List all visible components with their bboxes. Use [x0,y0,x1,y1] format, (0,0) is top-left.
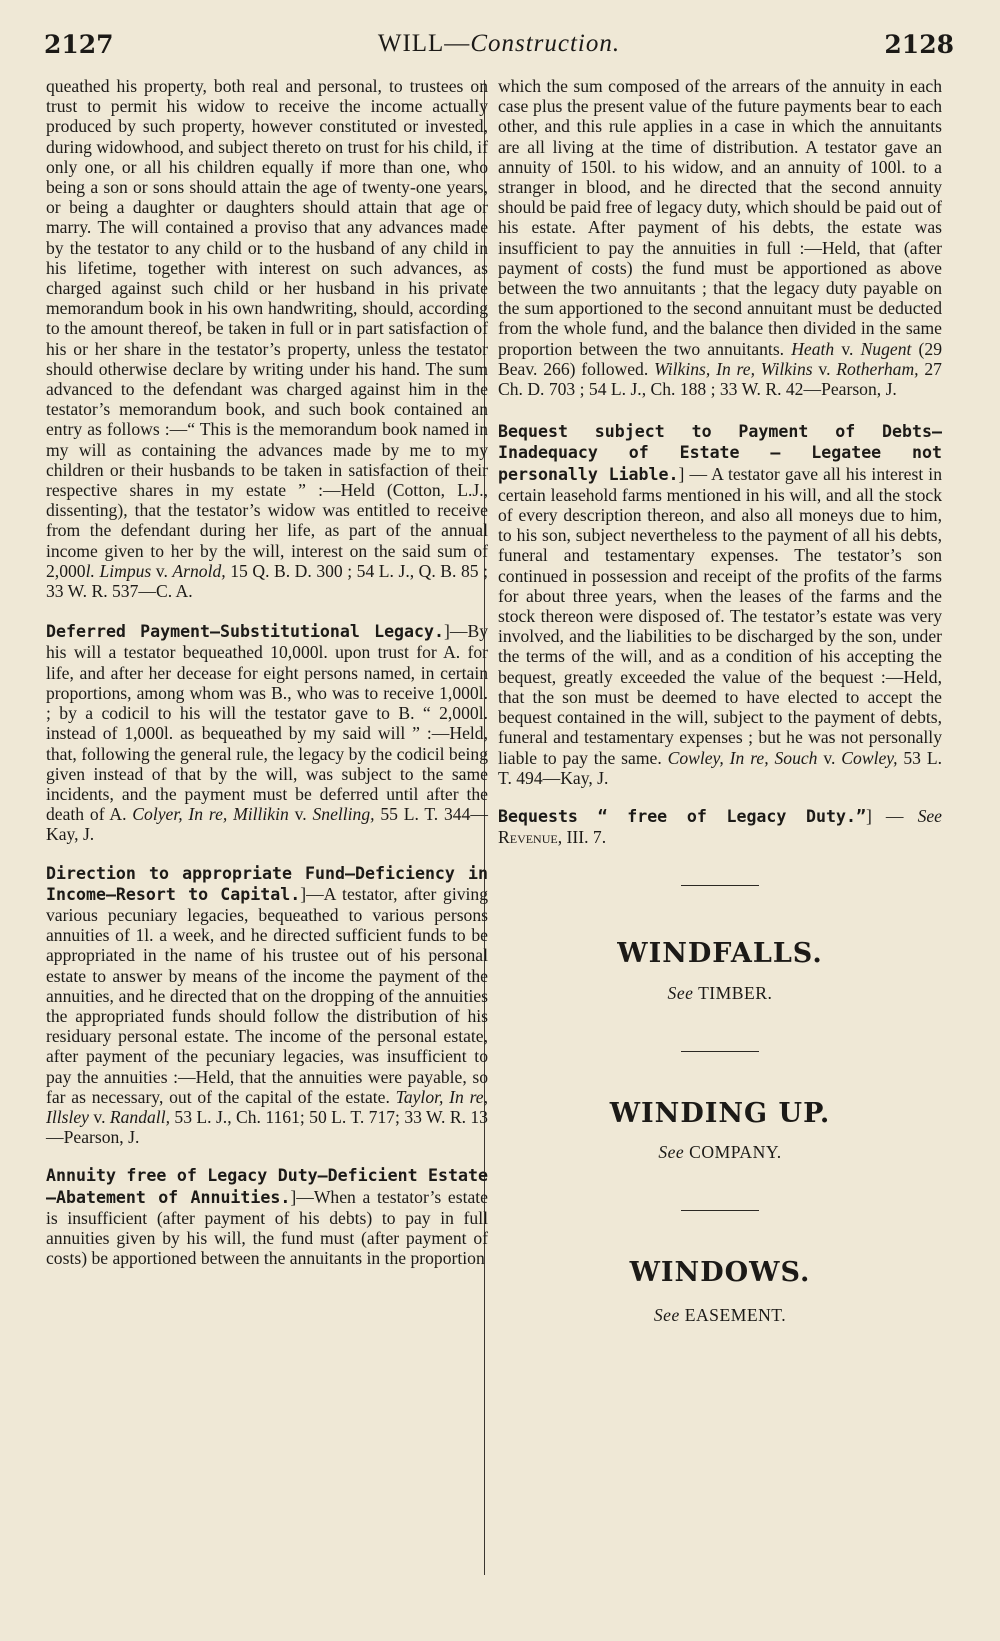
section-rule [681,1210,759,1211]
case-name: Rotherham, [836,358,919,379]
paragraph-heading: Bequest subject to Payment of Debts—Inadequacy of Estate — Legatee not personally Liable. [498,422,942,484]
paragraph-text: ] — A testator gave all his interest in certain leasehold farms mentioned in his will, and all the stock of every description thereon, and also all moneys due to him, to his son, subject nevertheless to the payment of all his debts, funeral and testamentary expenses. The testator’s son continued in possession and receipt of the profits of the farms for about three years, when the leases of the farms and the stock thereon were disposed of. The testator’s estate was very involved, and the liabilities to be discharged by the son, under the terms of the will, and as a condition of his accepting the bequest, greatly exceeded the value of the bequest :—Held, that the son must be deemed to have elected to accept the bequest contained in the will, subject to the payment of debts, funeral and testamentary expenses ; but he was not personally liable to pay the same. [498,463,942,768]
case-name: Cowley, [841,747,898,768]
case-versus: v. [834,338,861,359]
left-column [46,76,488,1286]
case-paragraph [46,1165,488,1268]
paragraph-text: which the sum composed of the arrears of the annuity in each case plus the present value of the future payments bear to each other, and this rule applies in a case in which the annuitants are all living at the time of distribution. A testator gave an annuity of 150l. to his widow, and an annuity of 100l. to a stranger in blood, and he directed that the second annuity should be paid free of legacy duty, which should be paid out of his estate. After payment of his debts, the estate was insufficient to pay the annuities in full :—Held, that (after payment of costs) the fund must be apportioned as above between the two annuitants ; that the legacy duty payable on the sum apportioned to the second annuitant must be deducted from the whole fund, and the balance then divided in the same proportion between the two annuitants. [498,76,942,359]
index-section [498,885,942,1002]
paragraph-text: queathed his property, both real and personal, to trustees on trust to permit his widow to receive the income actually produced by such property, however constituted or invested, during widowhood, and subject thereto on trust for his child, if only one, or all his children equally if more than one, who being a son or sons should attain the age of twenty-one years, or being a daughter or daughters should attain that age or marry. The will contained a proviso that any advances made by the testator to any child or to the husband of any child in his lifetime, together with interest on such advances, as charged against such child or her husband in his private memorandum book in his own handwriting, should, according to the amount thereof, be taken in full or in part satisfaction of his or her share in the testator’s property, unless the testator should otherwise declare by writing under his hand. The sum advanced to the defendant was charged against him in the testator’s memorandum book, and such book contained an entry as follows :—“ This is the memorandum book named in my will as containing the advances made by me to my children or their husbands to be taken in satisfaction of their respective shares in my estate ” :—Held (Cotton, L.J., dissenting), that the testator’s widow was entitled to receive from the defendant during her life, as part of the annual income given to her by the will, interest on the said sum of 2,000 [46,76,488,581]
currency-symbol: l. [85,560,95,581]
section-see [498,1305,942,1325]
title-italic: Construction. [470,30,621,57]
section-title: WINDFALLS. [617,938,823,970]
cross-reference: TIMBER. [698,982,773,1003]
section-title: WINDING UP. [609,1097,831,1129]
case-name: Cowley, In re, Souch [667,747,818,768]
see-label: See [653,1305,680,1326]
index-section [498,1210,942,1325]
paragraph-text: ]—By his will a testator bequeathed 10,000l. upon trust for A. for life, and after her decease for eight persons named, in certain proportions, among whom was B., who was to receive 1,000l. ; by a codicil to his will the testator gave to B. “ 2,000l. instead of 1,000l. as bequeathed by my said will ” :—Held, that, following the general rule, the legacy by the codicil being given instead of that by the will, was subject to the same incidents, and the payment must be deferred until after the death of A. [46,621,488,825]
section-rule [681,1051,759,1052]
index-section [498,1051,942,1162]
case-versus: v. [817,747,842,768]
title-main: WILL— [377,30,471,57]
cross-reference: EASEMENT. [684,1305,787,1326]
page-number-right: 2128 [884,30,954,59]
case-name: Heath [791,338,835,359]
see-label: See [667,982,694,1003]
case-paragraph [498,421,942,788]
case-paragraph [46,863,488,1148]
section-title: WINDOWS. [629,1257,811,1289]
case-versus: v. [812,358,837,379]
case-name: Limpus [99,560,152,581]
right-column [498,76,942,1326]
case-name: Colyer, In re, Millikin [132,804,289,825]
case-citation: 15 Q. B. D. 300 ; 54 L. J., Q. B. 85 ; 33 W. R. 537—C. A. [46,560,488,602]
see-reference: See [917,805,942,826]
running-header [44,30,954,70]
case-citation: 53 L. J., Ch. 1161; 50 L. T. 717; 33 W. R. 13—Pearson, J. [46,1106,488,1148]
case-name: Taylor, In re, Illsley [46,1086,489,1127]
page-number-left: 2127 [44,30,114,59]
paragraph-text: ]—When a testator’s estate is insufficient (after payment of his debts) to pay in full annuities given by his will, the fund must (after payment of costs) be apportioned between the annuitants in the proportion [46,1186,488,1269]
case-name: Wilkins, In re, Wilkins [654,358,813,379]
case-citation: 27 Ch. D. 703 ; 54 L. J., Ch. 188 ; 33 W. R. 42—Pearson, J. [498,358,942,400]
paragraph-text: ]—A testator, after giving various pecuniary legacies, bequeathed to various persons annuities of 1l. a week, and he directed sufficient funds to be appropriated in the name of his trustee out of his personal estate to answer by means of the income the payment of the annuities, and he directed that on the dropping of the annuities the appropriated funds should follow the distribution of his residuary personal estate. The income of the personal estate, after payment of the pecuniary legacies, was insufficient to pay the annuities :—Held, that the annuities were payable, so far as necessary, out of the capital of the estate. [46,883,488,1107]
cross-reference: COMPANY. [689,1141,782,1162]
paragraph-text: ] — [866,805,918,826]
paragraph-heading: Bequests “ free of Legacy Duty.” [498,806,866,826]
case-name: Snelling, [312,804,375,825]
case-name: Arnold, [172,560,226,581]
see-label: See [658,1141,685,1162]
section-see [498,1142,942,1162]
case-name: Randall, [109,1106,170,1127]
case-citation: 53 L. T. 494—Kay, J. [498,747,942,788]
case-name: Nugent [860,338,912,359]
case-paragraph [498,806,942,847]
case-paragraph [46,76,488,601]
case-versus: v. [151,560,173,581]
paragraph-heading: Annuity free of Legacy Duty—Deficient Estate—Abatement of Annuities. [46,1166,488,1207]
section-rule [681,885,759,886]
running-title [44,30,954,58]
case-versus: v. [89,1106,110,1127]
paragraph-heading: Deferred Payment—Substitutional Legacy. [46,622,445,642]
case-paragraph [498,76,942,399]
case-citation: 55 L. T. 344—Kay, J. [46,804,488,845]
paragraph-heading: Direction to appropriate Fund—Deficiency in Income—Resort to Capital. [46,863,488,904]
cross-reference: Revenue, III. 7. [498,827,607,848]
section-see [498,983,942,1003]
case-versus: v. [288,804,313,825]
case-citation: (29 Beav. 266) followed. [498,338,942,379]
case-paragraph [46,621,488,844]
